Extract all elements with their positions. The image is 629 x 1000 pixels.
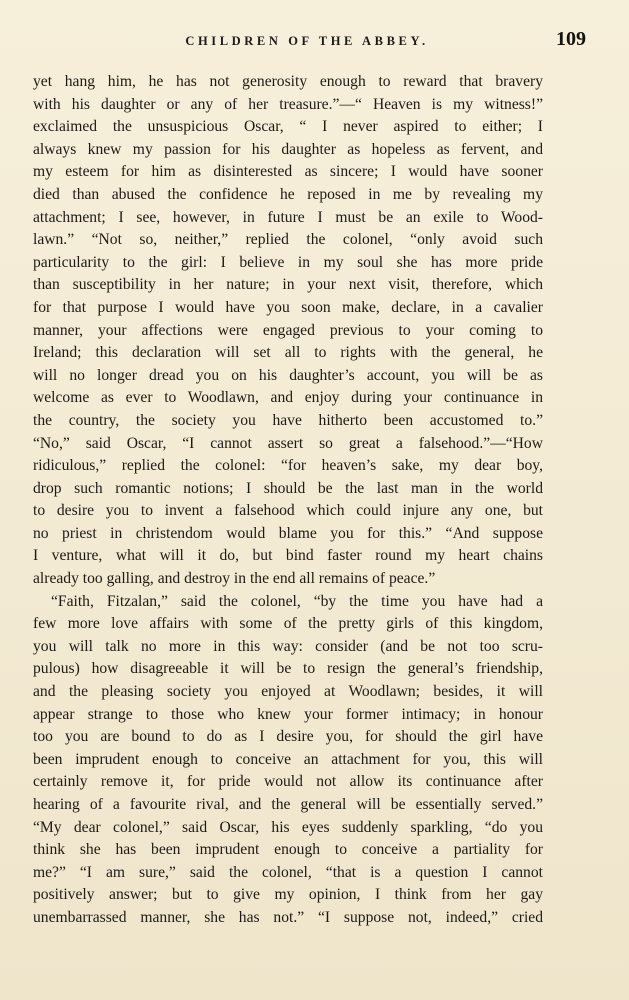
text-line: the country, the society you have hitherto been accustomed to.”: [33, 411, 543, 429]
page-number: 109: [556, 28, 586, 50]
text-line: been imprudent enough to conceive an attachment for you, this will: [33, 750, 543, 768]
text-line: “No,” said Oscar, “I cannot assert so great a falsehood.”—“How: [33, 434, 543, 452]
running-title: CHILDREN OF THE ABBEY.: [185, 34, 429, 48]
text-line: manner, your affections were engaged previous to your coming to: [33, 321, 543, 339]
text-line: few more love affairs with some of the pretty girls of this kingdom,: [33, 615, 543, 633]
text-line: my esteem for him as disinterested as sincere; I would have sooner: [33, 163, 543, 181]
text-line: Ireland; this declaration will set all to rights with the general, he: [33, 344, 543, 362]
text-line: will no longer dread you on his daughter’s account, you will be as: [33, 366, 543, 384]
text-line: “My dear colonel,” said Oscar, his eyes suddenly sparkling, “do you: [33, 818, 543, 836]
text-line: drop such romantic notions; I should be the last man in the world: [33, 479, 543, 497]
text-line: and the pleasing society you enjoyed at Woodlawn; besides, it will: [33, 683, 543, 701]
text-line: positively answer; but to give my opinion, I think from her gay: [33, 886, 543, 904]
text-line: me?” “I am sure,” said the colonel, “that is a question I cannot: [33, 863, 543, 881]
text-line: you will talk no more in this way: consider (and be not too scru-: [33, 637, 543, 655]
text-line: lawn.” “Not so, neither,” replied the colonel, “only avoid such: [33, 231, 543, 249]
text-line: to desire you to invent a falsehood which could injure any one, but: [33, 502, 543, 520]
text-line: particularity to the girl: I believe in my soul she has more pride: [33, 253, 543, 271]
text-line: think she has been imprudent enough to conceive a partiality for: [33, 841, 543, 859]
text-line: died than abused the confidence he reposed in me by revealing my: [33, 185, 543, 203]
text-line: yet hang him, he has not generosity enough to reward that bravery: [33, 73, 543, 90]
text-line: no priest in christendom would blame you for this.” “And suppose: [33, 524, 543, 542]
text-line: certainly remove it, for pride would not allow its continuance after: [33, 773, 543, 791]
text-line: with his daughter or any of her treasure.”—“ Heaven is my witness!”: [33, 95, 543, 113]
text-line: I venture, what will it do, but bind faster round my heart chains: [33, 547, 543, 565]
text-line: “Faith, Fitzalan,” said the colonel, “by the time you have had a: [51, 592, 543, 610]
text-line: already too galling, and destroy in the end all remains of peace.”: [33, 570, 436, 588]
text-line: exclaimed the unsuspicious Oscar, “ I never aspired to either; I: [33, 118, 543, 136]
text-line: pulous) how disagreeable it will be to resign the general’s friendship,: [33, 660, 543, 678]
text-line: welcome as ever to Woodlawn, and enjoy during your continuance in: [33, 389, 543, 407]
text-line: appear strange to those who knew your former intimacy; in honour: [33, 705, 543, 723]
text-line: too you are bound to do as I desire you, for should the girl have: [33, 728, 543, 746]
text-line: for that purpose I would have you soon make, declare, in a cavalier: [33, 298, 543, 316]
text-line: always knew my passion for his daughter as hopeless as fervent, and: [33, 140, 543, 158]
text-line: hearing of a favourite rival, and the general will be essentially served.”: [33, 796, 543, 813]
page-header: [32, 28, 586, 52]
body-text: [33, 71, 543, 930]
text-line: attachment; I see, however, in future I must be an exile to Wood-: [33, 208, 543, 226]
text-line: than susceptibility in her nature; in your next visit, therefore, which: [33, 276, 543, 294]
text-line: ridiculous,” replied the colonel: “for heaven’s sake, my dear boy,: [33, 457, 543, 475]
text-line: unembarrassed manner, she has not.” “I suppose not, indeed,” cried: [33, 908, 543, 926]
